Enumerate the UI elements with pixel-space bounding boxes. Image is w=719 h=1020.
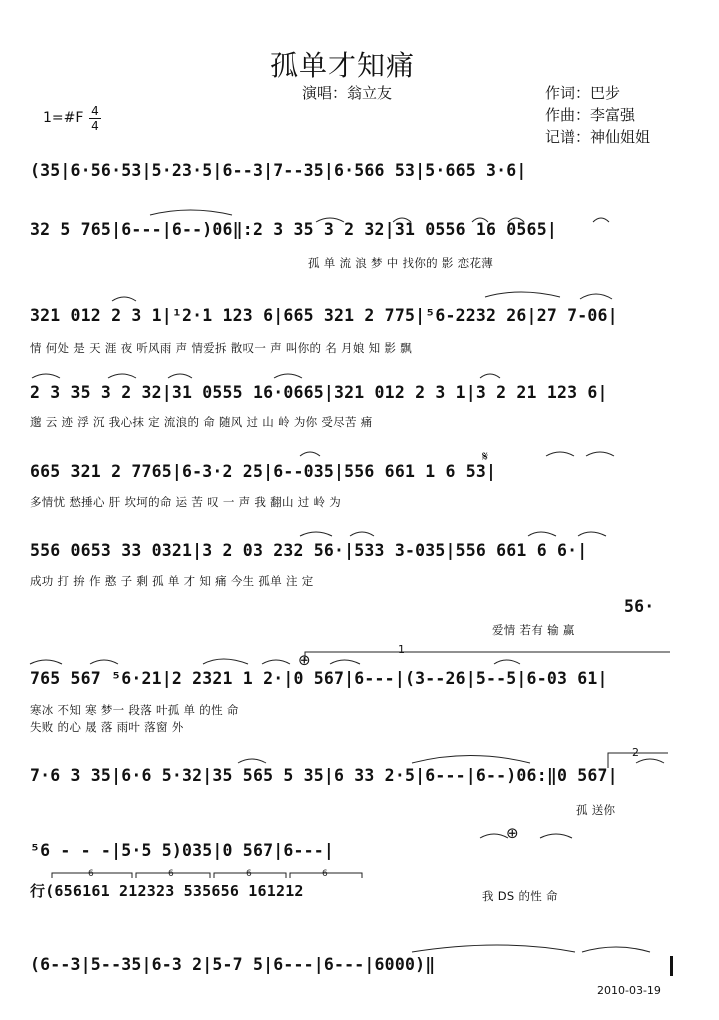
slur-mark xyxy=(636,759,664,763)
triplet-number: 6 xyxy=(322,869,328,879)
slur-mark xyxy=(586,452,614,456)
slur-mark xyxy=(480,374,500,378)
slur-mark xyxy=(350,532,374,536)
transcriber-credit: 记谱：神仙姐姐 xyxy=(545,128,651,146)
slur-mark xyxy=(480,834,508,838)
slur-mark xyxy=(300,452,320,456)
lyrics-row-6b: 爱情 若有 输 赢 xyxy=(492,623,575,637)
slur-mark xyxy=(32,374,60,378)
date-stamp: 2010-03-19 xyxy=(597,984,661,997)
notation-row-10: (6--3|5--35|6-3 2|5-7 5|6---|6---|6000)‖ xyxy=(30,955,436,974)
notation-row-6b: 56· xyxy=(624,597,655,616)
slur-mark xyxy=(546,452,574,456)
lyrics-row-5: 多情忧 愁捶心 肝 坎坷的命 运 苦 叹 一 声 我 翻山 过 岭 为 xyxy=(30,495,342,509)
slur-mark xyxy=(578,532,606,536)
slur-mark xyxy=(90,660,118,664)
notation-row-7: 765 567 ⁵6·21|2 2321 1 2·|0 567|6---|(3--26|5--5|6-03 61| xyxy=(30,669,608,688)
volta-2-label: 2 xyxy=(632,746,639,759)
slur-mark xyxy=(300,532,332,536)
slur-mark xyxy=(582,947,650,952)
notation-row-2: 32 5 765|6---|6--)06‖:2 3 35 3 2 32|31 0556 16 0565| xyxy=(30,220,557,239)
lyricist-credit: 作词：巴步 xyxy=(545,84,621,102)
slur-mark xyxy=(262,660,290,664)
singer-credit: 演唱：翁立友 xyxy=(302,84,393,102)
slur-mark xyxy=(412,756,530,764)
slur-mark xyxy=(472,218,488,222)
volta-1-label: 1 xyxy=(398,643,405,656)
lyrics-row-7a: 寒冰 不知 寒 梦一 段落 叶孤 单 的性 命 xyxy=(30,703,239,717)
lyrics-row-3: 情 何处 是 天 涯 夜 听风雨 声 情爱拆 散叹一 声 叫你的 名 月娘 知 影 飘 xyxy=(30,341,412,355)
notation-row-4: 2 3 35 3 2 32|31 0555 16·0665|321 012 2 3 1|3 2 21 123 6| xyxy=(30,383,608,402)
notation-row-1: (35|6·56·53|5·23·5|6--3|7--35|6·566 53|5·665 3·6| xyxy=(30,161,527,180)
slur-mark xyxy=(528,532,556,536)
notation-row-8: 7·6 3 35|6·6 5·32|35 565 5 35|6 33 2·5|6---|6--)06:‖0 567| xyxy=(30,766,618,785)
lyrics-row-4: 邈 云 迹 浮 沉 我心抹 定 流浪的 命 随风 过 山 岭 为你 受尽苦 痛 xyxy=(30,415,373,429)
volta-bracket xyxy=(305,652,670,660)
lyrics-row-8: 孤 送你 xyxy=(576,803,616,817)
notation-row-6: 556 0653 33 0321|3 2 03 232 56·|533 3-035|556 661 6 6·| xyxy=(30,541,588,560)
time-signature-bottom: 4 xyxy=(89,118,101,133)
notation-row-9b: 行(656161 212323 535656 161212 xyxy=(30,882,304,900)
slur-mark xyxy=(316,218,344,222)
slur-mark xyxy=(108,374,136,378)
triplet-number: 6 xyxy=(246,869,252,879)
slur-mark xyxy=(412,945,575,952)
triplet-number: 6 xyxy=(88,869,94,879)
key-signature: 1=#F xyxy=(43,110,84,126)
slur-mark xyxy=(540,834,572,838)
lyrics-row-2: 孤 单 流 浪 梦 中 找你的 影 恋花薄 xyxy=(308,256,494,270)
notation-row-5: 665 321 2 7765|6-3·2 25|6--035|556 661 1 6 53| xyxy=(30,462,497,481)
slur-mark xyxy=(150,210,232,215)
slur-mark xyxy=(112,297,136,301)
slur-mark xyxy=(580,294,612,299)
triplet-number: 6 xyxy=(168,869,174,879)
slur-mark xyxy=(330,660,360,664)
slur-mark xyxy=(593,218,609,222)
coda-sign-2: ⊕ xyxy=(506,824,519,842)
notation-row-3: 321 012 2 3 1|¹2·1 123 6|665 321 2 775|⁵6-2232 26|27 7-06| xyxy=(30,306,618,325)
slur-mark xyxy=(508,218,524,222)
slur-mark xyxy=(168,374,192,378)
segno-sign: 𝄋 xyxy=(482,449,489,465)
lyrics-row-7b: 失败 的心 晟 落 雨叶 落窗 外 xyxy=(30,720,184,734)
slur-mark xyxy=(485,292,560,297)
lyrics-row-6: 成功 打 拚 作 憨 子 剩 孤 单 才 知 痛 今生 孤单 注 定 xyxy=(30,574,314,588)
slur-mark xyxy=(274,374,302,378)
slur-mark xyxy=(203,659,248,664)
slur-mark xyxy=(494,660,520,664)
slur-mark xyxy=(30,660,62,664)
time-signature-top: 4 xyxy=(91,104,99,118)
slur-mark xyxy=(238,759,266,763)
slur-mark xyxy=(393,218,411,222)
composer-credit: 作曲：李富强 xyxy=(545,106,636,124)
coda-sign: ⊕ xyxy=(298,651,311,669)
song-title: 孤单才知痛 xyxy=(270,49,416,82)
notation-row-9: ⁵6 - - -|5·5 5)035|0 567|6---| xyxy=(30,841,335,860)
lyrics-row-9: 我 DS 的性 命 xyxy=(482,889,558,903)
final-barline xyxy=(670,956,673,976)
